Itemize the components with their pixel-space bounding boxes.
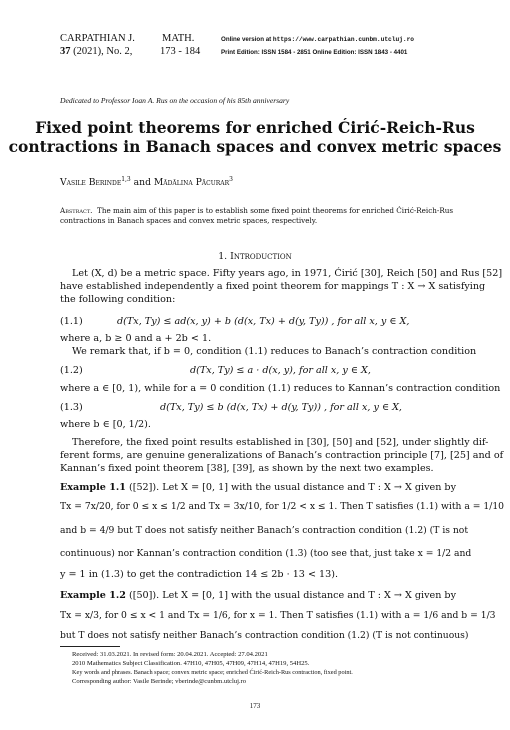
- journal-name: CARPATHIAN J.: [60, 33, 135, 44]
- online-label: Online version at: [221, 36, 273, 43]
- author-1-affil: 1,3: [121, 176, 131, 183]
- abstract-label: Abstract.: [60, 206, 93, 215]
- para1-line1: Let (X, d) be a metric space. Fifty years ago, in 1971, Ćirić [30], Reich [50] and Rus [52]: [72, 268, 503, 279]
- author-2: Mădălina Păcurar: [153, 177, 230, 189]
- author-2-affil: 3: [229, 176, 233, 183]
- online-url[interactable]: https://www.carpathian.cunbm.utcluj.ro: [272, 36, 415, 43]
- example-1-2-line2: Tx = x/3, for 0 ≤ x < 1 and Tx = 1/6, for x = 1. Then T satisfies (1.1) with a = 1/6 and b = 1/3: [60, 610, 496, 621]
- remark-banach: We remark that, if b = 0, condition (1.1) reduces to Banach’s contraction condition: [72, 346, 477, 357]
- abstract-line2: contractions in Banach spaces and convex metric spaces, respectively.: [60, 216, 318, 225]
- where-b: where b ∈ [0, 1/2).: [60, 419, 151, 430]
- example-1-1-label: Example 1.1: [60, 482, 126, 493]
- abstract: [60, 206, 452, 226]
- journal-abbrev: MATH.: [162, 33, 195, 44]
- where-a-kannan: where a ∈ [0, 1), while for a = 0 condition (1.1) reduces to Kannan’s contraction condition: [60, 383, 501, 394]
- example-1-1-line2: Tx = 7x/20, for 0 ≤ x ≤ 1/2 and Tx = 3x/10, for 1/2 < x ≤ 1. Then T satisfies (1.1) with a = 1/10: [60, 501, 505, 512]
- volume-info: [60, 46, 132, 58]
- example-1-1-line4: continuous) nor Kannan’s contraction condition (1.3) (too see that, just take x = 1/2 and: [60, 548, 472, 559]
- eq-1-1: d(Tx, Ty) ≤ ad(x, y) + b (d(x, Tx) + d(y, Ty)) , for all x, y ∈ X,: [117, 316, 410, 327]
- authors: [60, 174, 233, 189]
- abstract-line1: The main aim of this paper is to establish some fixed point theorems for enriched Ćirić-Reich-Rus: [97, 206, 454, 215]
- footnote-received: Received: 31.03.2021. In revised form: 20.04.2021. Accepted: 27.04.2021: [72, 651, 268, 658]
- example-1-2-line3: but T does not satisfy neither Banach’s contraction condition (1.2) (T is not continuous): [60, 630, 469, 641]
- online-version: [221, 35, 414, 44]
- page-number: 173: [249, 702, 261, 710]
- para2-line3: Kannan’s fixed point theorem [38], [39], as shown by the next two examples.: [60, 463, 434, 474]
- footnote-msc: 2010 Mathematics Subject Classification. 47H10, 47H05, 47H09, 47H14, 47H19, 54H25.: [72, 660, 310, 667]
- eq-1-2: d(Tx, Ty) ≤ a · d(x, y), for all x, y ∈ X,: [190, 365, 371, 376]
- example-1-2-label: Example 1.2: [60, 590, 126, 601]
- issn-line: Print Edition: ISSN 1584 - 2851 Online Edition: ISSN 1843 - 4401: [221, 49, 408, 56]
- volume-number: 37: [60, 46, 71, 57]
- volume-year-issue: (2021), No. 2,: [70, 46, 133, 57]
- eq-1-3: d(Tx, Ty) ≤ b (d(x, Tx) + d(y, Ty)) , for all x, y ∈ X,: [160, 402, 402, 413]
- para1-line3: the following condition:: [60, 294, 176, 305]
- eq-1-2-number: (1.2): [60, 365, 83, 376]
- footnote-keywords: Key words and phrases. Banach space; convex metric space; enriched Ćirić-Reich-Rus contraction, fixed point.: [72, 669, 353, 676]
- footnote-corresponding: Corresponding author: Vasile Berinde; vberinde@cunbm.utcluj.ro: [72, 678, 247, 685]
- para2-line2: ferent forms, are genuine generalizations of Banach’s contraction principle [7], [25] and of: [60, 450, 504, 461]
- paper-title-line2: contractions in Banach spaces and convex metric spaces: [8, 137, 502, 156]
- example-1-1-line1: [60, 482, 456, 494]
- author-1: Vasile Berinde: [60, 177, 122, 189]
- page-range: 173 - 184: [160, 46, 201, 57]
- eq-1-1-number: (1.1): [60, 316, 83, 327]
- eq-1-3-number: (1.3): [60, 402, 83, 413]
- footnote-divider: [60, 646, 120, 647]
- where-ab: where a, b ≥ 0 and a + 2b < 1.: [60, 333, 212, 344]
- example-1-2-text1: ([50]). Let X = [0, 1] with the usual distance and T : X → X given by: [128, 590, 456, 601]
- example-1-1-text1: ([52]). Let X = [0, 1] with the usual distance and T : X → X given by: [128, 482, 456, 493]
- example-1-1-line3: and b = 4/9 but T does not satisfy neither Banach’s contraction condition (1.2) (T is not: [60, 525, 469, 536]
- example-1-1-line5: y = 1 in (1.3) to get the contradiction 14 ≤ 2b · 13 < 13).: [60, 569, 339, 580]
- para1-line2: have established independently a fixed point theorem for mappings T : X → X satisfying: [60, 281, 486, 292]
- authors-and: and: [130, 177, 154, 189]
- dedication: Dedicated to Professor Ioan A. Rus on the occasion of his 85th anniversary: [60, 96, 290, 105]
- para2-line1: Therefore, the fixed point results established in [30], [50] and [52], under slightly dif-: [72, 437, 489, 448]
- section-heading: 1. Introduction: [218, 251, 292, 262]
- example-1-2-line1: [60, 590, 456, 602]
- paper-title-line1: Fixed point theorems for enriched Ćirić-Reich-Rus: [35, 118, 475, 137]
